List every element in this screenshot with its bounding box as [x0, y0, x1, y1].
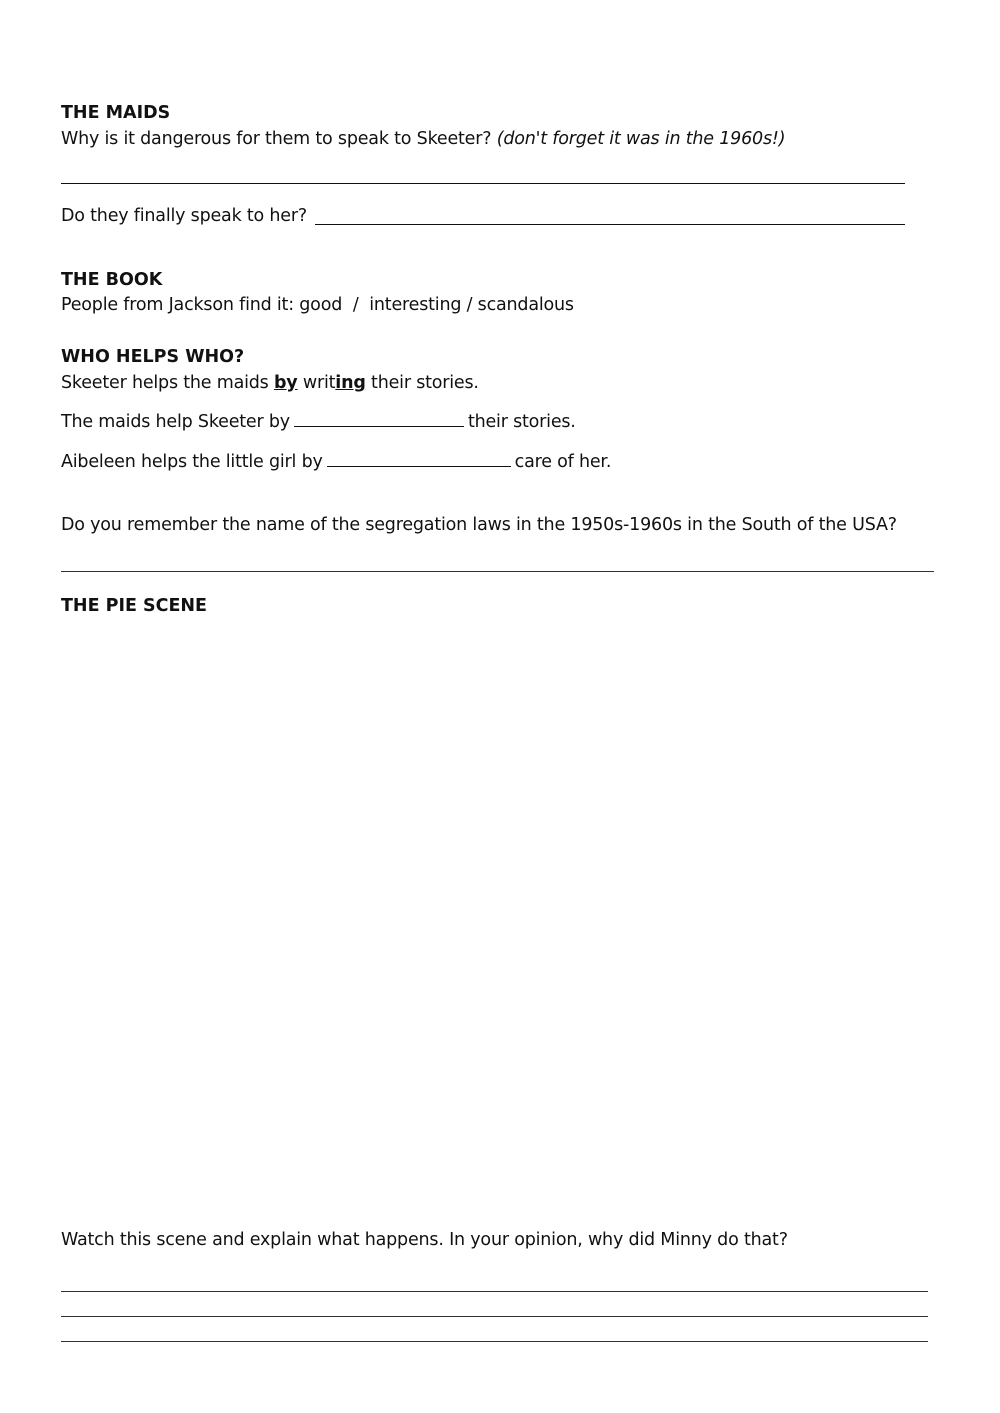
maids-followup-text: Do they finally speak to her?: [61, 206, 307, 226]
laws-question: Do you remember the name of the segregation laws in the 1950s-1960s in the South of the USA?: [61, 515, 897, 535]
pie-heading: THE PIE SCENE: [61, 596, 208, 616]
pie-answer-line-2[interactable]: [61, 1316, 928, 1317]
helps-q1-blank[interactable]: [294, 410, 464, 427]
helps-q1-start: The maids help Skeeter by: [61, 412, 290, 432]
helps-example-part-b: writ: [297, 373, 336, 393]
maids-heading: THE MAIDS: [61, 103, 171, 123]
helps-example: [61, 372, 479, 394]
maids-question: [61, 128, 785, 150]
pie-question: Watch this scene and explain what happens. In your opinion, why did Minny do that?: [61, 1230, 788, 1250]
maids-followup-answer-line[interactable]: [315, 224, 905, 225]
helps-example-part-c: their stories.: [365, 373, 479, 393]
book-sentence: People from Jackson find it: good / interesting / scandalous: [61, 295, 574, 315]
helps-example-ing: ing: [335, 373, 366, 393]
helps-q2-blank[interactable]: [327, 450, 511, 467]
helps-example-part-a: Skeeter helps the maids: [61, 373, 274, 393]
pie-answer-line-3[interactable]: [61, 1341, 928, 1342]
helps-question-2: [61, 450, 611, 473]
pie-answer-line-1[interactable]: [61, 1291, 928, 1292]
helps-example-by: by: [273, 373, 298, 393]
laws-answer-line[interactable]: [61, 571, 934, 572]
helps-heading: WHO HELPS WHO?: [61, 347, 245, 367]
helps-question-1: [61, 410, 576, 433]
maids-question-text: Why is it dangerous for them to speak to Skeeter?: [61, 129, 492, 149]
book-heading: THE BOOK: [61, 270, 163, 290]
helps-q2-start: Aibeleen helps the little girl by: [61, 452, 323, 472]
helps-q2-end: care of her.: [514, 452, 612, 472]
maids-question-note: (don't forget it was in the 1960s!): [496, 129, 786, 149]
maids-answer-line[interactable]: [61, 183, 905, 184]
helps-q1-end: their stories.: [467, 412, 576, 432]
